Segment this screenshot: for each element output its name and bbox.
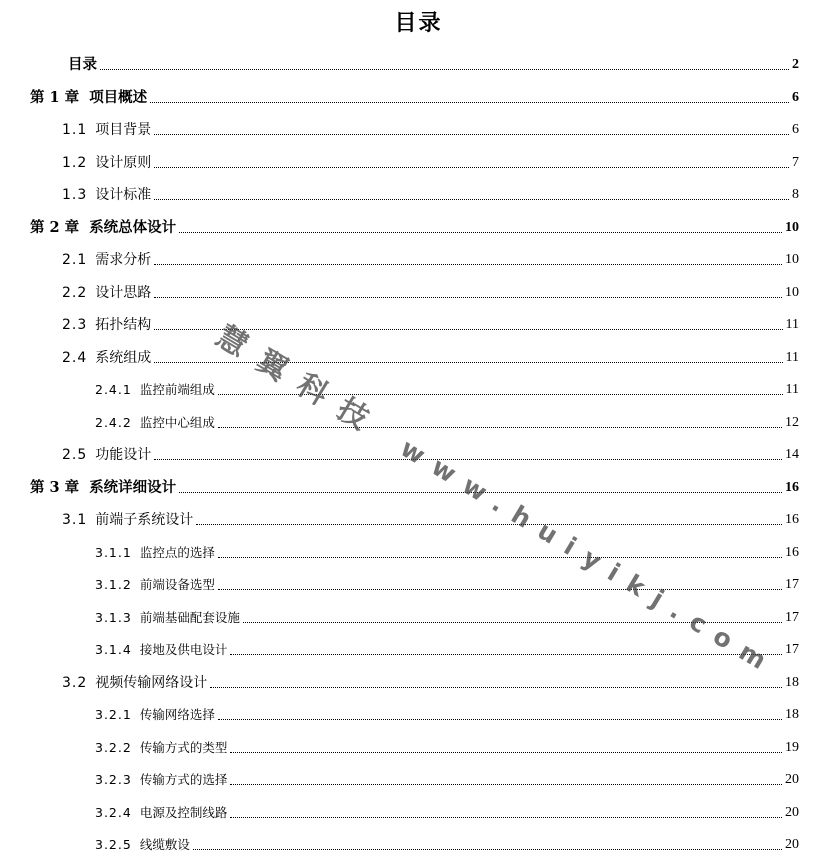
toc-entry[interactable]	[62, 150, 799, 172]
toc-dot-leader	[154, 329, 782, 330]
toc-dot-leader	[154, 297, 782, 298]
toc-entry[interactable]	[62, 312, 799, 334]
toc-entry-page: 18	[785, 674, 799, 690]
toc-entry[interactable]	[62, 247, 799, 269]
toc-entry[interactable]	[95, 767, 799, 789]
toc-entry-title: 功能设计	[95, 447, 152, 463]
toc-entry-page: 17	[785, 642, 799, 657]
toc-entry-page: 7	[792, 154, 799, 170]
toc-dot-leader	[150, 102, 789, 103]
toc-entry-number: 第 2 章	[30, 218, 80, 236]
toc-entry-page: 6	[792, 89, 799, 105]
toc-entry-number: 2.4.1	[95, 382, 132, 397]
toc-entry[interactable]	[62, 117, 799, 139]
toc-entry[interactable]	[95, 572, 799, 594]
toc-entry-title: 传输方式的选择	[139, 772, 228, 787]
toc-entry-page: 8	[792, 187, 799, 202]
toc-entry-number: 3.1.3	[95, 609, 132, 625]
toc-entry-page: 14	[785, 447, 799, 462]
toc-entry-title: 项目概述	[89, 89, 148, 106]
toc-entry-title: 监控点的选择	[139, 544, 215, 560]
toc-entry-number: 第 3 章	[30, 478, 80, 496]
toc-entry-page: 10	[785, 252, 799, 267]
toc-entry-title: 视频传输网络设计	[95, 674, 208, 691]
toc-dot-leader	[154, 362, 782, 363]
toc-entry[interactable]	[30, 85, 799, 107]
toc-dot-leader	[218, 427, 782, 428]
toc-entry-page: 20	[785, 772, 799, 787]
toc-entry-page: 11	[785, 317, 799, 332]
toc-entry-title: 系统详细设计	[89, 479, 177, 496]
toc-dot-leader	[154, 134, 789, 135]
toc-dot-leader	[179, 492, 782, 493]
toc-entry-title: 拓扑结构	[95, 317, 152, 333]
toc-entry-title: 项目背景	[95, 122, 152, 138]
toc-entry-page: 20	[785, 804, 799, 820]
toc-entry-page: 17	[785, 577, 799, 592]
toc-entry-number: 第 1 章	[30, 88, 80, 106]
toc-entry-number: 1.2	[62, 154, 88, 171]
toc-entry-number: 2.4.2	[95, 414, 132, 430]
toc-entry-title: 需求分析	[95, 252, 152, 268]
toc-entry-number: 3.1.4	[95, 642, 132, 657]
toc-entry-number: 3.2.1	[95, 707, 132, 722]
toc-dot-leader	[243, 622, 782, 623]
toc-dot-leader	[210, 687, 782, 688]
toc-entry-number: 2.5	[62, 447, 88, 463]
toc-entry-page: 18	[785, 707, 799, 722]
toc-entry-title: 监控中心组成	[139, 414, 215, 430]
toc-entry-title: 目录	[68, 57, 97, 73]
toc-entry[interactable]	[62, 182, 799, 204]
toc-entry[interactable]	[68, 52, 799, 74]
toc-entry-page: 16	[785, 479, 799, 495]
toc-entry[interactable]	[95, 540, 799, 562]
toc-entry[interactable]	[95, 377, 799, 399]
toc-entry[interactable]	[30, 475, 799, 497]
toc-entry-title: 设计原则	[95, 154, 152, 171]
toc-entry-page: 12	[785, 414, 799, 430]
toc-dot-leader	[230, 752, 782, 753]
toc-dot-leader	[154, 167, 789, 168]
toc-entry-number: 3.1.1	[95, 544, 132, 560]
watermark-company: 慧翼科技	[209, 318, 390, 446]
page-title: 目录	[394, 10, 443, 36]
toc-dot-leader	[218, 394, 783, 395]
toc-entry-number: 1.1	[62, 122, 88, 138]
toc-entry-page: 2	[792, 57, 799, 72]
toc-entry-number: 2.1	[62, 252, 88, 268]
toc-dot-leader	[218, 589, 782, 590]
toc-entry-number: 1.3	[62, 187, 88, 203]
toc-entry[interactable]	[95, 832, 799, 854]
toc-entry-page: 16	[785, 512, 799, 527]
toc-dot-leader	[230, 817, 782, 818]
toc-entry-title: 监控前端组成	[139, 382, 215, 397]
toc-entry-number: 3.1.2	[95, 577, 132, 592]
toc-entry-page: 6	[792, 122, 799, 137]
toc-entry-title: 设计标准	[95, 187, 152, 203]
toc-dot-leader	[154, 199, 789, 200]
toc-entry-page: 20	[785, 837, 799, 852]
toc-dot-leader	[218, 719, 782, 720]
toc-entry[interactable]	[62, 670, 799, 692]
toc-entry-page: 11	[785, 349, 799, 365]
watermark-url: www.huiyikj.com	[395, 433, 783, 682]
toc-entry-number: 3.2.2	[95, 739, 132, 755]
toc-entry-title: 传输网络选择	[139, 707, 215, 722]
toc-entry-page: 10	[785, 219, 799, 235]
toc-entry[interactable]	[95, 702, 799, 724]
toc-entry-page: 17	[785, 609, 799, 625]
toc-dot-leader	[230, 784, 782, 785]
toc-entry[interactable]	[62, 507, 799, 529]
toc-entry-page: 16	[785, 544, 799, 560]
toc-entry-title: 传输方式的类型	[139, 739, 228, 755]
toc-entry[interactable]	[95, 605, 799, 627]
toc-entry-number: 3.2	[62, 674, 88, 691]
toc-dot-leader	[154, 459, 782, 460]
toc-entry-number: 2.4	[62, 349, 88, 366]
toc-entry-number: 2.3	[62, 317, 88, 333]
toc-entry-title: 电源及控制线路	[139, 804, 228, 820]
toc-entry-title: 接地及供电设计	[139, 642, 228, 657]
toc-entry-page: 19	[785, 739, 799, 755]
toc-entry[interactable]	[62, 280, 799, 302]
toc-entry-number: 3.2.3	[95, 772, 132, 787]
toc-entry-title: 系统总体设计	[89, 219, 177, 236]
toc-entry-number: 2.2	[62, 284, 88, 301]
toc-entry-number: 3.2.4	[95, 804, 132, 820]
toc-dot-leader	[218, 557, 782, 558]
toc-dot-leader	[179, 232, 782, 233]
toc-dot-leader	[154, 264, 782, 265]
toc-entry-number: 3.2.5	[95, 837, 132, 852]
toc-entry[interactable]	[62, 345, 799, 367]
toc-entry-page: 10	[785, 284, 799, 300]
toc-entry-title: 系统组成	[95, 349, 152, 366]
toc-entry-title: 前端基础配套设施	[139, 609, 240, 625]
toc-entry-title: 前端设备选型	[139, 577, 215, 592]
toc-entry[interactable]	[95, 410, 799, 432]
toc-entry-title: 前端子系统设计	[95, 512, 194, 528]
toc-dot-leader	[196, 524, 782, 525]
toc-entry-page: 11	[785, 382, 799, 397]
toc-dot-leader	[193, 849, 782, 850]
toc-dot-leader	[230, 654, 782, 655]
toc-entry-title: 线缆敷设	[139, 837, 190, 852]
toc-entry[interactable]	[95, 735, 799, 757]
toc-dot-leader	[100, 69, 789, 70]
watermark	[209, 312, 788, 684]
toc-entry-title: 设计思路	[95, 284, 152, 301]
toc-entry[interactable]	[95, 800, 799, 822]
toc-entry-number: 3.1	[62, 512, 88, 528]
toc-entry[interactable]	[62, 442, 799, 464]
toc-entry[interactable]	[95, 637, 799, 659]
toc-entry[interactable]	[30, 215, 799, 237]
